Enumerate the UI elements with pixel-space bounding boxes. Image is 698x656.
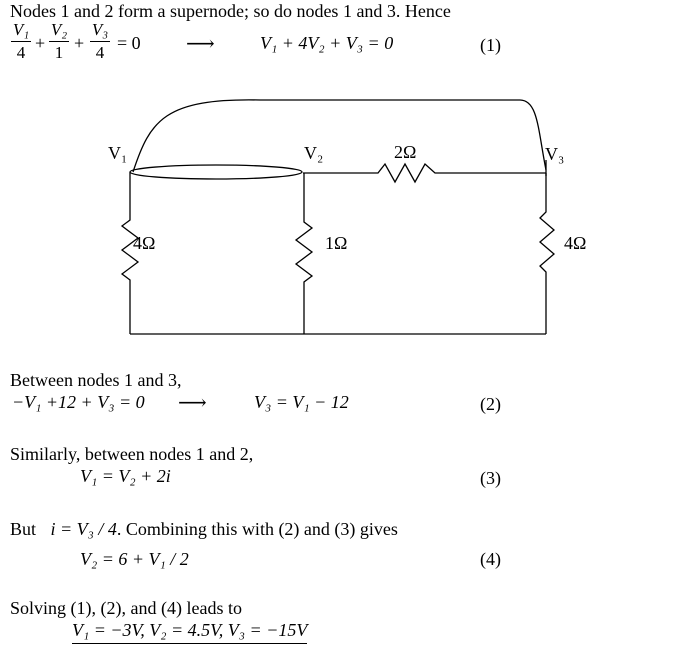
but-prefix: But (10, 519, 37, 539)
but-math: i = V₃ / 4 (50, 519, 117, 539)
similarly-text: Similarly, between nodes 1 and 2, (10, 444, 254, 464)
intro-text: Nodes 1 and 2 form a supernode; so do nodes 1 and 3. Hence (10, 1, 451, 21)
eq3-number: (3) (480, 468, 501, 488)
solving-text: Solving (1), (2), and (4) leads to (10, 598, 242, 618)
eq2-lhs: −V₁ +12 + V₃ = 0 (12, 392, 145, 412)
supernode-ellipse (130, 165, 302, 179)
eq1-plus-1: + (35, 33, 46, 53)
resistor-2ohm-wire (303, 164, 546, 182)
node-v2-label: V₂ (304, 143, 324, 163)
eq4-text: V₂ = 6 + V₁ / 2 (80, 549, 189, 569)
eq4-number: (4) (480, 549, 501, 569)
resistor-mid-label: 1Ω (325, 233, 348, 253)
eq1-plus-2: + (74, 33, 85, 53)
eq2-result: V₃ = V₁ − 12 (254, 392, 349, 412)
between13-text: Between nodes 1 and 3, (10, 370, 182, 390)
final-answer: V₁ = −3V, V₂ = 4.5V, V₃ = −15V (72, 620, 307, 644)
resistor-right-4ohm (540, 173, 554, 334)
eq1-result: V₁ + 4V₂ + V₃ = 0 (260, 33, 394, 53)
eq1-rhs: = 0 (117, 33, 141, 53)
eq1-number: (1) (480, 35, 501, 55)
eq2-arrow: ⟶ (178, 392, 207, 414)
resistor-mid-1ohm (296, 173, 312, 334)
but-line (10, 518, 398, 540)
eq1-arrow: ⟶ (186, 33, 215, 55)
eq3-text: V₁ = V₂ + 2i (80, 466, 171, 486)
eq2-number: (2) (480, 394, 501, 414)
wire-top-arc (133, 100, 546, 172)
eq1-f1-numerator: V₁ (12, 20, 30, 39)
resistor-left-label: 4Ω (133, 233, 156, 253)
resistor-right-label: 4Ω (564, 233, 587, 253)
eq1-f2-denominator: 1 (54, 43, 64, 62)
eq1-f1-denominator: 4 (16, 43, 26, 62)
node-v3-label: V₃ (545, 144, 565, 164)
but-suffix: . Combining this with (2) and (3) gives (116, 519, 398, 539)
eq1-f3-denominator: 4 (95, 43, 105, 62)
eq1-f2-numerator: V₂ (50, 20, 68, 39)
resistor-2ohm-label: 2Ω (394, 142, 417, 162)
eq1-f3-numerator: V₃ (91, 20, 109, 39)
node-v1-label: V₁ (108, 143, 128, 163)
